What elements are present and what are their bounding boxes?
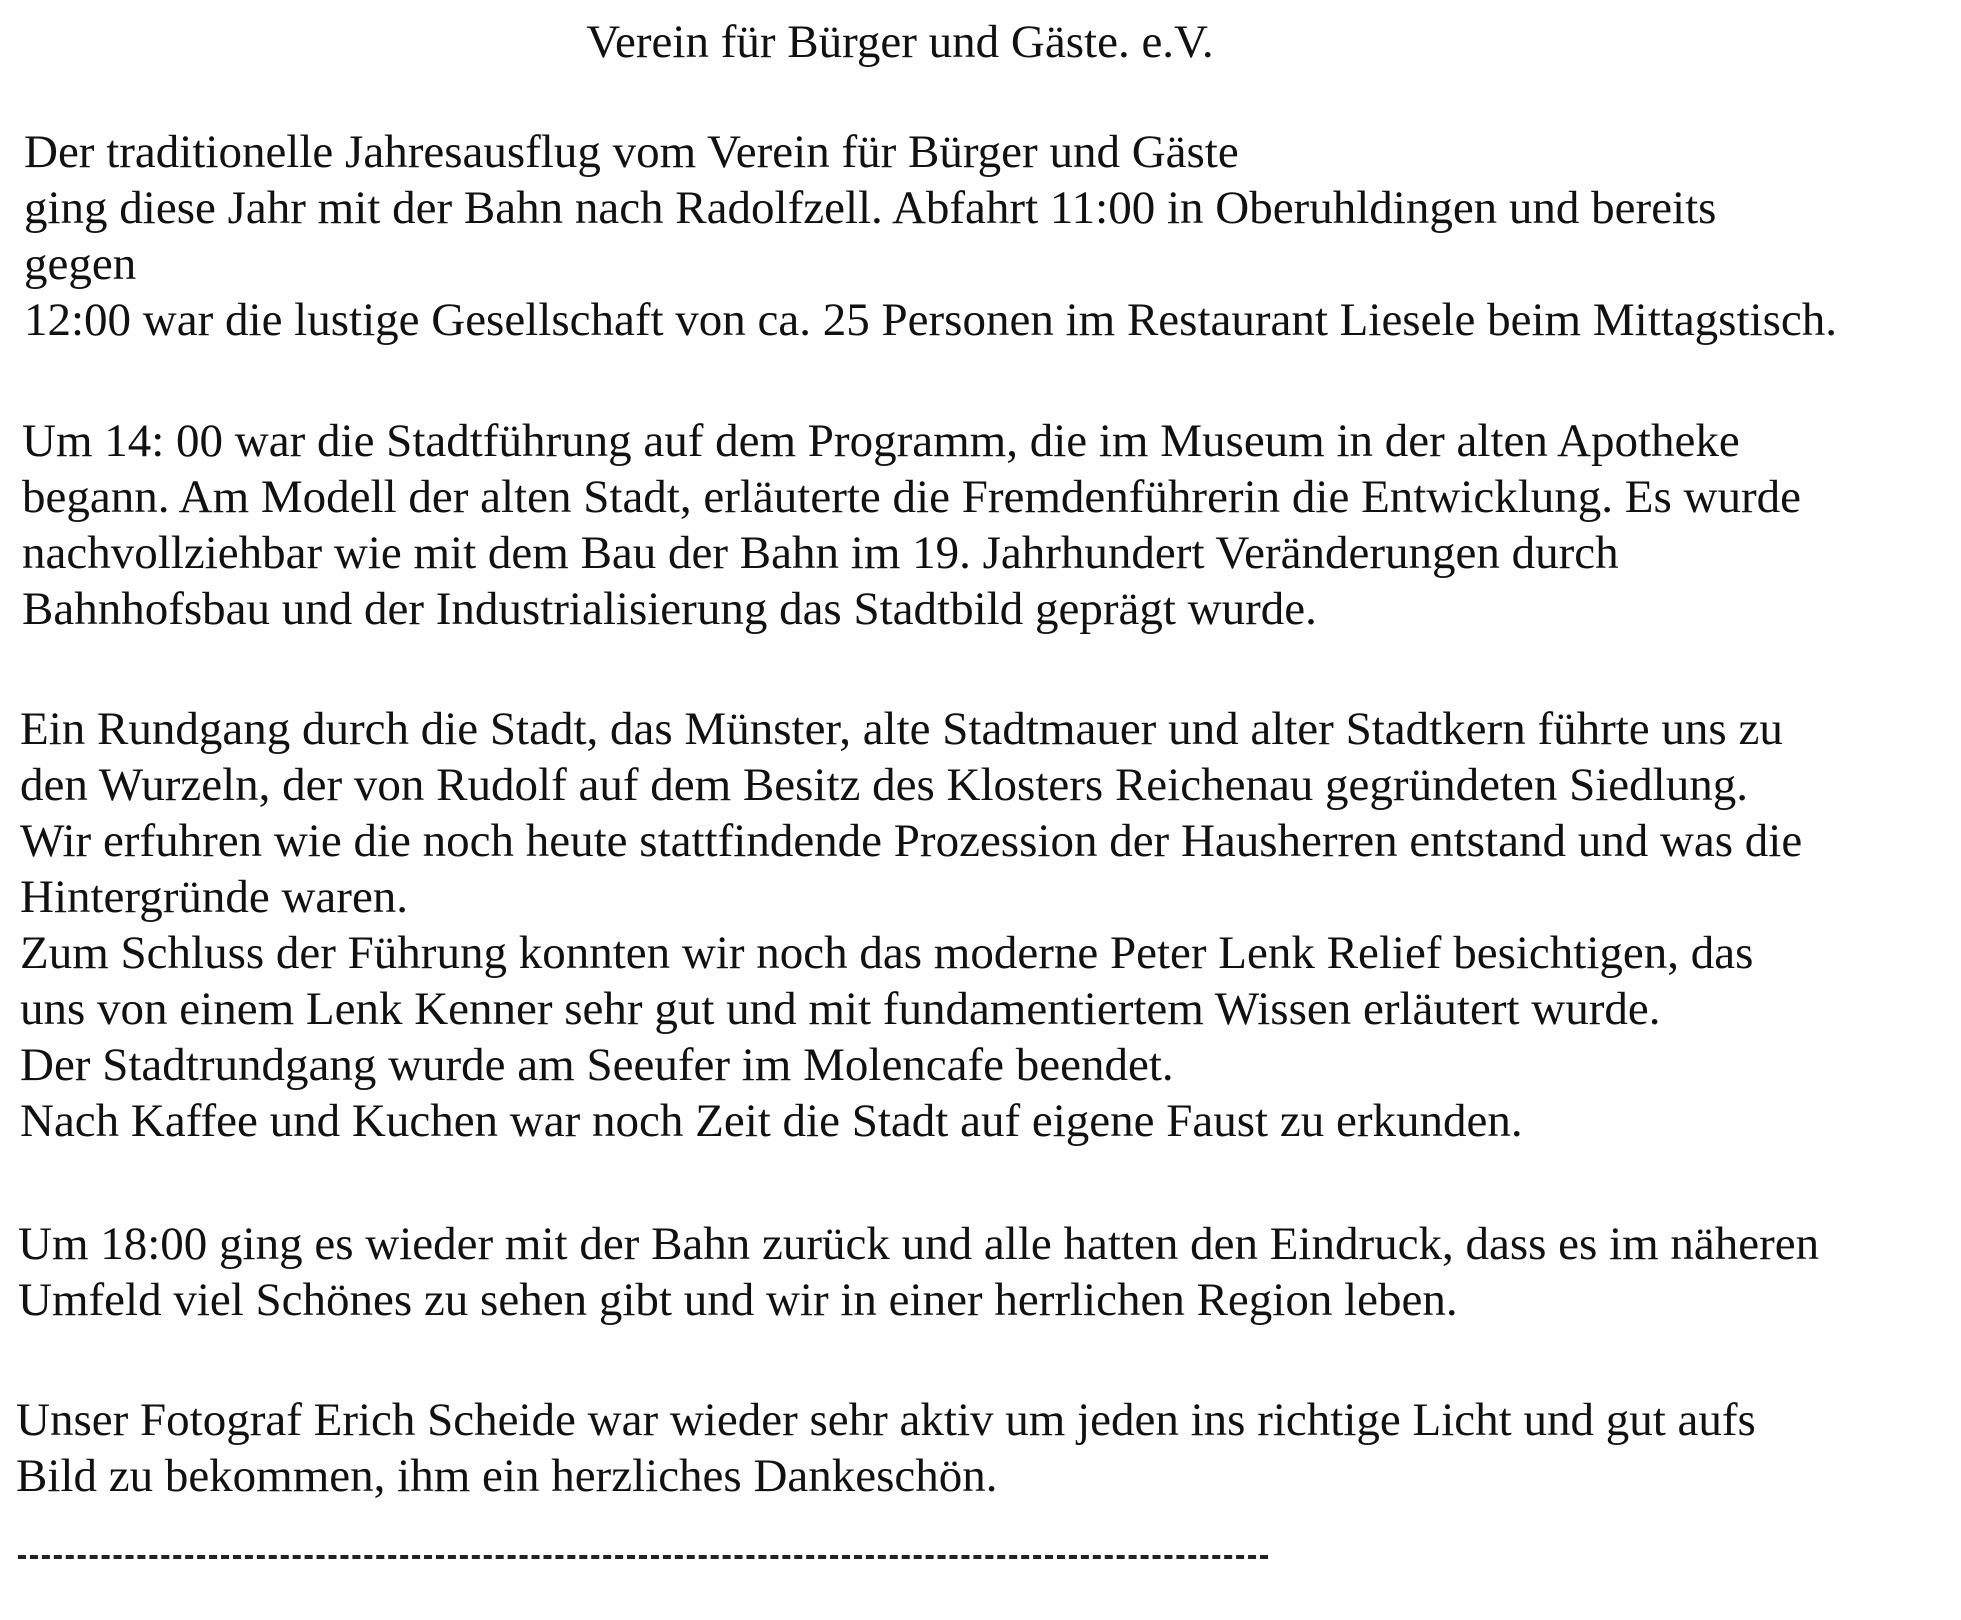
paragraph-3-line-4: Hintergründe waren. [20,871,409,923]
paragraph-2-line-4: Bahnhofsbau und der Industrialisierung das Stadtbild geprägt wurde. [22,583,1317,635]
paragraph-1-line-2: ging diese Jahr mit der Bahn nach Radolfzell. Abfahrt 11:00 in Oberuhldingen und bereits [24,182,1717,234]
paragraph-3-line-2: den Wurzeln, der von Rudolf auf dem Besitz des Klosters Reichenau gegründeten Siedlung. [20,759,1748,811]
paragraph-3-line-6: uns von einem Lenk Kenner sehr gut und mit fundamentiertem Wissen erläutert wurde. [20,983,1661,1035]
paragraph-1-line-4: 12:00 war die lustige Gesellschaft von ca. 25 Personen im Restaurant Liesele beim Mittagstisch. [24,294,1837,346]
paragraph-3-line-3: Wir erfuhren wie die noch heute stattfindende Prozession der Hausherren entstand und was die [20,815,1803,867]
paragraph-2-line-1: Um 14: 00 war die Stadtführung auf dem Programm, die im Museum in der alten Apotheke [22,415,1740,467]
paragraph-4-line-1: Um 18:00 ging es wieder mit der Bahn zurück und alle hatten den Eindruck, dass es im näheren [18,1218,1820,1270]
paragraph-1-line-3: gegen [24,238,137,290]
paragraph-2-line-3: nachvollziehbar wie mit dem Bau der Bahn im 19. Jahrhundert Veränderungen durch [22,527,1619,579]
paragraph-5-line-1: Unser Fotograf Erich Scheide war wieder sehr aktiv um jeden ins richtige Licht und gut aufs [16,1394,1756,1446]
document-title: Verein für Bürger und Gäste. e.V. [586,16,1214,68]
paragraph-3-line-1: Ein Rundgang durch die Stadt, das Münster, alte Stadtmauer und alter Stadtkern führte uns zu [20,703,1783,755]
dashed-separator-line [18,1555,1268,1559]
paragraph-1-line-1: Der traditionelle Jahresausflug vom Verein für Bürger und Gäste [24,126,1239,178]
paragraph-3-line-5: Zum Schluss der Führung konnten wir noch das moderne Peter Lenk Relief besichtigen, das [20,927,1754,979]
paragraph-2-line-2: begann. Am Modell der alten Stadt, erläuterte die Fremdenführerin die Entwicklung. Es wurde [22,471,1801,523]
paragraph-3-line-7: Der Stadtrundgang wurde am Seeufer im Molencafe beendet. [20,1039,1174,1091]
paragraph-5-line-2: Bild zu bekommen, ihm ein herzliches Dankeschön. [16,1450,998,1502]
paragraph-3-line-8: Nach Kaffee und Kuchen war noch Zeit die Stadt auf eigene Faust zu erkunden. [20,1095,1523,1147]
paragraph-4-line-2: Umfeld viel Schönes zu sehen gibt und wir in einer herrlichen Region leben. [18,1274,1458,1326]
